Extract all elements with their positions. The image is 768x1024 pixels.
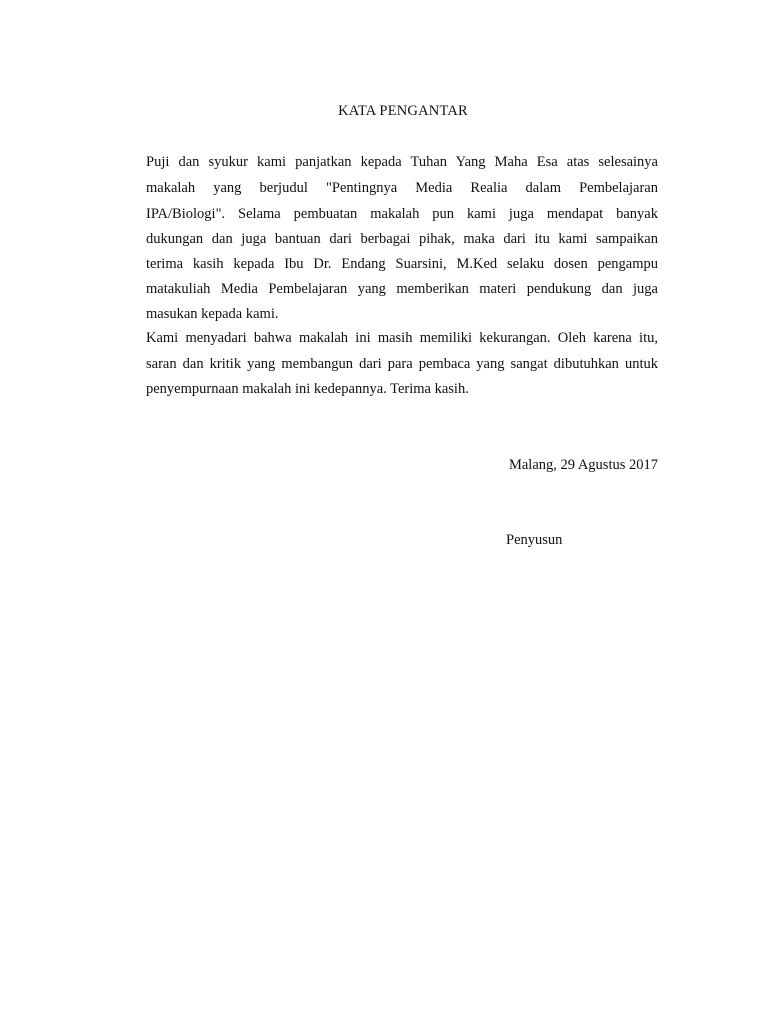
paragraph-2-line-2: saran dan kritik yang membangun dari para pembaca yang sangat dibutuhkan untuk	[146, 356, 658, 372]
paragraph-1-line-7: masukan kepada kami.	[146, 306, 279, 322]
paragraph-1-line-1: Puji dan syukur kami panjatkan kepada Tuhan Yang Maha Esa atas selesainya	[146, 154, 658, 170]
page-title: KATA PENGANTAR	[338, 103, 468, 119]
paragraph-1-line-3: IPA/Biologi". Selama pembuatan makalah pun kami juga mendapat banyak	[146, 206, 658, 222]
paragraph-2-line-3: penyempurnaan makalah ini kedepannya. Terima kasih.	[146, 381, 469, 397]
paragraph-1-line-5: terima kasih kepada Ibu Dr. Endang Suarsini, M.Ked selaku dosen pengampu	[146, 256, 658, 272]
paragraph-1-line-2: makalah yang berjudul "Pentingnya Media Realia dalam Pembelajaran	[146, 180, 658, 196]
paragraph-1-line-6: matakuliah Media Pembelajaran yang memberikan materi pendukung dan juga	[146, 281, 658, 297]
place-date: Malang, 29 Agustus 2017	[508, 457, 658, 473]
paragraph-2-line-1: Kami menyadari bahwa makalah ini masih memiliki kekurangan. Oleh karena itu,	[146, 330, 658, 346]
paragraph-1-line-4: dukungan dan juga bantuan dari berbagai pihak, maka dari itu kami sampaikan	[146, 231, 658, 247]
author-label: Penyusun	[506, 532, 563, 548]
